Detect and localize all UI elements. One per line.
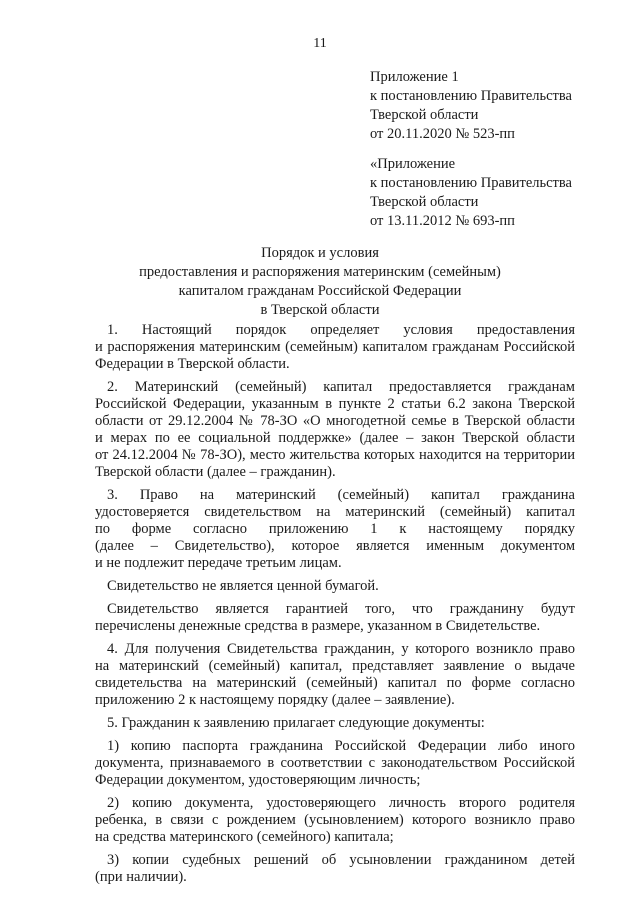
document-body	[95, 322, 575, 892]
appendix-2-line: от 13.11.2012 № 693-пп	[370, 213, 515, 229]
paragraph-line: удостоверяется свидетельством на материнский (семейный) капитал	[95, 504, 575, 520]
document-title	[0, 244, 640, 320]
paragraph-line: Федерации документом, удостоверяющим личность;	[95, 772, 421, 788]
paragraph	[95, 578, 575, 595]
paragraph	[95, 379, 575, 481]
paragraph-line: области от 29.12.2004 № 78-ЗО «О многодетной семье в Тверской области	[95, 413, 575, 429]
paragraph-line: Российской Федерации, указанным в пункте 2 статьи 6.2 закона Тверской	[95, 396, 575, 412]
paragraph	[95, 795, 575, 846]
paragraph	[95, 487, 575, 572]
paragraph-line: и не подлежит передаче третьим лицам.	[95, 555, 342, 571]
paragraph-line: 2. Материнский (семейный) капитал предоставляется гражданам	[107, 379, 575, 395]
paragraph-line: Свидетельство является гарантией того, что гражданину будут	[107, 601, 575, 617]
appendix-2-line: Тверской области	[370, 194, 479, 210]
appendix-1-line: Приложение 1	[370, 69, 459, 85]
paragraph	[95, 715, 575, 732]
paragraph-line: по форме согласно приложению 1 к настоящему порядку	[95, 521, 575, 537]
paragraph-line: и мерах по ее социальной поддержке» (далее – закон Тверской области	[95, 430, 575, 446]
paragraph-line: Свидетельство не является ценной бумагой.	[107, 578, 379, 594]
paragraph-line: Федерации в Тверской области.	[95, 356, 290, 372]
appendix-2-line: к постановлению Правительства	[370, 175, 572, 191]
paragraph-line: от 24.12.2004 № 78-ЗО), место жительства которых находится на территории	[95, 447, 575, 463]
paragraph-line: ребенка, в связи с рождением (усыновлением) которого возникло право	[95, 812, 575, 828]
paragraph-line: приложению 2 к настоящему порядку (далее – заявление).	[95, 692, 455, 708]
paragraph-line: Тверской области (далее – гражданин).	[95, 464, 336, 480]
paragraph	[95, 322, 575, 373]
appendix-2-line: «Приложение	[370, 156, 456, 172]
paragraph-line: документа, признаваемого в соответствии с законодательством Российской	[95, 755, 575, 771]
paragraph	[95, 601, 575, 635]
paragraph	[95, 852, 575, 886]
appendix-1-header	[370, 68, 572, 144]
appendix-2-header	[370, 155, 572, 231]
paragraph-line: на материнский (семейный) капитал, представляет заявление о выдаче	[95, 658, 575, 674]
paragraph-line: 5. Гражданин к заявлению прилагает следующие документы:	[107, 715, 485, 731]
title-line: капиталом гражданам Российской Федерации	[178, 283, 462, 299]
appendix-1-line: от 20.11.2020 № 523-пп	[370, 126, 515, 142]
appendix-1-line: Тверской области	[370, 107, 479, 123]
paragraph-line: перечислены денежные средства в размере, указанном в Свидетельстве.	[95, 618, 541, 634]
paragraph-line: 2) копию документа, удостоверяющего личность второго родителя	[107, 795, 575, 811]
paragraph-line: 1) копию паспорта гражданина Российской Федерации либо иного	[107, 738, 575, 754]
paragraph-line: свидетельства на материнский (семейный) капитал по форме согласно	[95, 675, 575, 691]
page-number: 11	[313, 36, 327, 51]
paragraph-line: на средства материнского (семейного) капитала;	[95, 829, 394, 845]
title-line: в Тверской области	[260, 302, 380, 318]
paragraph-line: (далее – Свидетельство), которое является именным документом	[95, 538, 575, 554]
title-line: Порядок и условия	[261, 245, 379, 261]
paragraph-line: 1. Настоящий порядок определяет условия предоставления	[107, 322, 575, 338]
appendix-1-line: к постановлению Правительства	[370, 88, 572, 104]
paragraph	[95, 641, 575, 709]
paragraph	[95, 738, 575, 789]
title-line: предоставления и распоряжения материнским (семейным)	[139, 264, 501, 280]
paragraph-line: и распоряжения материнским (семейным) капиталом гражданам Российской	[95, 339, 575, 355]
paragraph-line: 4. Для получения Свидетельства гражданин, у которого возникло право	[107, 641, 575, 657]
paragraph-line: (при наличии).	[95, 869, 187, 885]
paragraph-line: 3) копии судебных решений об усыновлении гражданином детей	[107, 852, 575, 868]
paragraph-line: 3. Право на материнский (семейный) капитал гражданина	[107, 487, 575, 503]
